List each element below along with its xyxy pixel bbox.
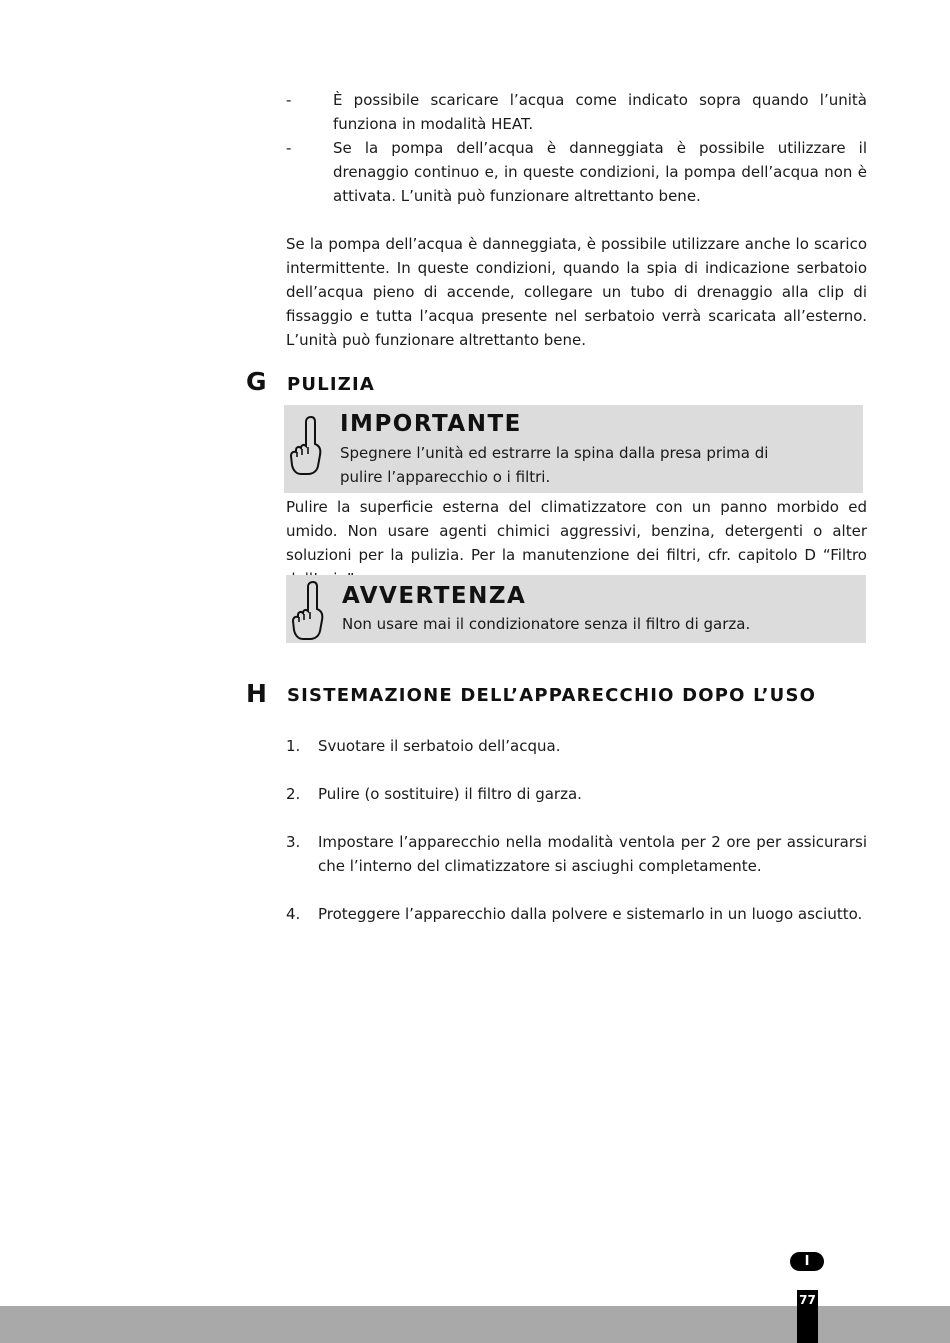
important-note [284,405,863,493]
warning-title: AVVERTENZA [342,583,527,609]
bullet-item [286,88,867,136]
bullet-dash: - [286,91,292,109]
list-number: 4. [286,905,301,923]
list-item [286,830,867,878]
section-letter-g: G [246,367,267,396]
cleaning-paragraph: Pulire la superficie esterna del climatizzatore con un panno morbido ed umido. Non usare agenti chimici aggressivi, benzina, detergenti o alter soluzioni per la pulizia. Per la manutenzione dei filtri, cfr. capitolo D “Filtro [286,498,867,564]
page-number: 77 [799,1293,816,1307]
section-letter-h: H [246,679,267,708]
bullet-text: È possibile scaricare l’acqua come indicato sopra quando l’unità funziona in modalità HEAT. [333,91,867,133]
list-item [286,902,867,926]
list-text: Svuotare il serbatoio dell’acqua. [318,737,561,755]
list-text: Proteggere l’apparecchio dalla polvere e sistemarlo in un luogo asciutto. [318,905,863,923]
warning-note [286,575,866,643]
intro-paragraph: Se la pompa dell’acqua è danneggiata, è possibile utilizzare anche lo scarico intermittente. In queste condizioni, quando la spia di indicazione serbatoio dell’acqua pieno di accende, collegare un tubo di drenaggio alla clip di fissaggio e tutta l’acqua presente nel serbatoio verrà scaricata all’esterno. L’unità può funzionare altrettanto bene. [286,235,867,349]
list-text: Pulire (o sostituire) il filtro di garza. [318,785,582,803]
list-number: 3. [286,833,301,851]
section-title-pulizia: PULIZIA [287,374,376,395]
important-text: Spegnere l’unità ed estrarre la spina dalla presa prima di pulire l’apparecchio o i filtri. [340,444,769,486]
pointing-hand-icon [291,579,325,641]
important-title: IMPORTANTE [340,411,522,437]
bullet-item [286,136,867,208]
pointing-hand-icon [289,414,323,476]
list-number: 2. [286,785,301,803]
bullet-text: Se la pompa dell’acqua è danneggiata è possibile utilizzare il drenaggio continuo e, in queste condizioni, la pompa dell’acqua non è attivata. L’unità può funzionare altrettanto bene. [333,139,867,205]
bullet-dash: - [286,139,292,157]
list-number: 1. [286,737,301,755]
list-text: Impostare l’apparecchio nella modalità ventola per 2 ore per assicurarsi che l’interno del climatizzatore si asciughi completamente. [318,833,867,875]
section-title-sistemazione: SISTEMAZIONE DELL’APPARECCHIO DOPO L’USO [287,685,817,706]
language-badge: I [790,1252,824,1271]
warning-text: Non usare mai il condizionatore senza il filtro di garza. [342,615,751,633]
list-item [286,734,867,758]
list-item [286,782,867,806]
